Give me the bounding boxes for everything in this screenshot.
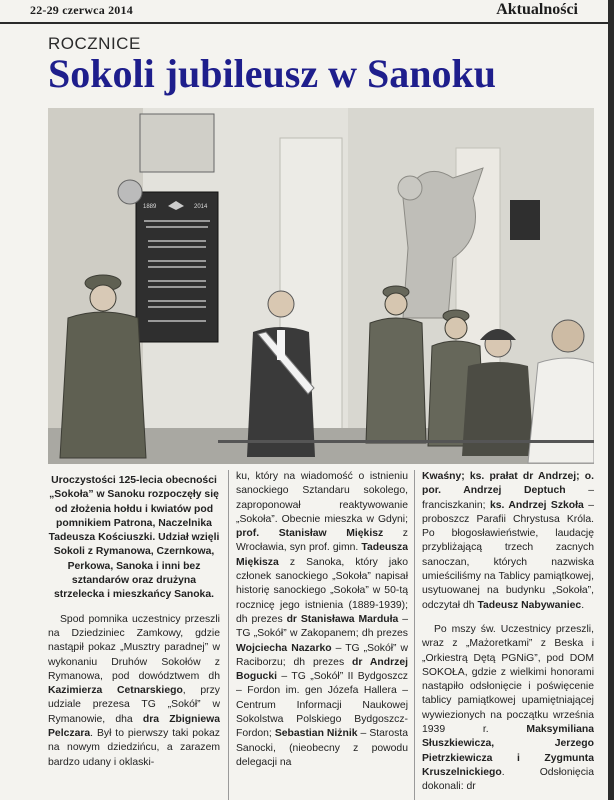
- person-name: ks. Andrzej Szkoła: [489, 499, 584, 511]
- paragraph: [422, 470, 594, 613]
- text-run: z Sanoka, który jako członek sanockiego „Sokoła” napisał historię sanockiego „Sokoła” w 50-tą rocznicę jego istnienia (1889-1939); dh prezes: [236, 556, 408, 625]
- article-body: [48, 470, 594, 800]
- person-name: Tadeusz Nabywaniec: [477, 599, 582, 611]
- person-name: Tadeusza Miękisza: [236, 542, 408, 568]
- person-name: Kazimierza Cetnarskiego: [48, 685, 183, 697]
- article-column-2: [236, 470, 408, 800]
- text-run: ku, który na wiadomość o istnieniu sanockiego Sztandaru sokolego, zaproponował reaktywowanie „Sokoła”. Obecnie mieszka w Gdyni;: [236, 471, 408, 525]
- column-divider: [414, 470, 415, 800]
- issue-date: 22-29 czerwca 2014: [30, 3, 133, 17]
- text-run: – Starosta Sanocki, (nieobecny z powodu delegacji na: [236, 728, 408, 768]
- ceremony-photo-illustration: [48, 108, 594, 464]
- text-run: Po mszy św. Uczestnicy przeszli, wraz z „Mażoretkami” z Beska i „Orkiestrą Dętą PGNiG”, pod DOM SOKOŁA, gdzie z wielkimi honorami nastąpiło odsłonięcie i poświęcenie tablicy pamiątkowej upamiętniającej wywiezionych na początku września 1939 r.: [422, 623, 594, 736]
- person-name: dr Stanisława Marduła: [286, 613, 399, 625]
- page-edge-shadow: [608, 0, 614, 800]
- person-name: dra Zbigniewa Pelczara: [48, 713, 220, 740]
- paragraph: [236, 470, 408, 770]
- person-name: prof. Stanisław Miękisz: [236, 528, 384, 540]
- person-name: Kwaśny; ks. prałat dr Andrzej; o. por. Andrzej Deptuch: [422, 471, 594, 497]
- text-run: .: [581, 599, 585, 611]
- text-run: – franciszkanin;: [422, 485, 594, 511]
- text-run: – TG „Sokół” w Raciborzu; dh prezes: [236, 642, 408, 668]
- text-run: – TG „Sokół” II Bydgoszcz – Fordon im. gen Józefa Hallera – Centrum Informacji Naukowej Sokolstwa Polskiego Bydgoszcz-Fordon;: [236, 671, 408, 740]
- article-headline: Sokoli jubileusz w Sanoku: [48, 51, 496, 96]
- text-run: z Wrocławia, syn prof. gimn.: [236, 528, 408, 554]
- paragraph: [48, 613, 220, 770]
- section-title: Aktualności: [496, 1, 578, 18]
- plaque-year-left: 1889: [143, 204, 157, 210]
- text-run: . Odsłonięcia dokonali: dr: [422, 766, 594, 793]
- text-run: – TG „Sokół” w Zakopanem; dh prezes: [236, 613, 408, 640]
- column-divider: [228, 470, 229, 800]
- paragraph: [422, 623, 594, 795]
- article-lead: Uroczystości 125-lecia obecności „Sokoła” w Sanoku rozpoczęły się od złożenia hołdu i kwiatów pod pomnikiem Patrona, Naczelnika Tadeusza Kościuszki. Udział wzięli Sokoli z Rymanowa, Czernkowa, Perkowa, Sanoka i inni bez sztandarów oraz drużyna strzelecka i mieszkańcy Sanoka.: [48, 475, 220, 601]
- article-photo: [48, 108, 594, 464]
- person-name: Maksymiliana Słuszkiewicza, Jerzego Pietrzkiewicza i Zygmunta Kruszelnickiego: [422, 724, 594, 778]
- article-kicker: ROCZNICE: [48, 34, 141, 53]
- text-run: Spod pomnika uczestnicy przeszli na Dziedziniec Zamkowy, gdzie nastąpił pokaz „Musztry paradnej” w wykonaniu Druhów Sokołów z Rymanowa, pod dowództwem dh: [48, 613, 220, 682]
- person-name: Wojciecha Nazarko: [236, 642, 332, 654]
- person-name: dr Andrzej Bogucki: [236, 656, 408, 683]
- text-run: . Był to pierwszy taki pokaz na nowym dziedzińcu, a zarazem bardzo udany i oklaski-: [48, 728, 220, 768]
- plaque-year-right: 2014: [194, 204, 208, 210]
- text-run: , przy udziale prezesa TG „Sokół” w Rymanowie, dha: [48, 685, 220, 725]
- article-column-3: [422, 470, 594, 800]
- person-name: Sebastian Niżnik: [274, 728, 358, 740]
- text-run: – proboszcz Parafii Chrystusa Króla. Po błogosławieństwie, laudację przybliżającą trzech zacnych sanoczan, których nazwiska umieściliśmy na Tablicy pamiątkowej, usytuowanej na budynku „Sokoła”, odczytał dh: [422, 499, 594, 611]
- page-header: [0, 0, 614, 24]
- article-column-1: [48, 470, 220, 800]
